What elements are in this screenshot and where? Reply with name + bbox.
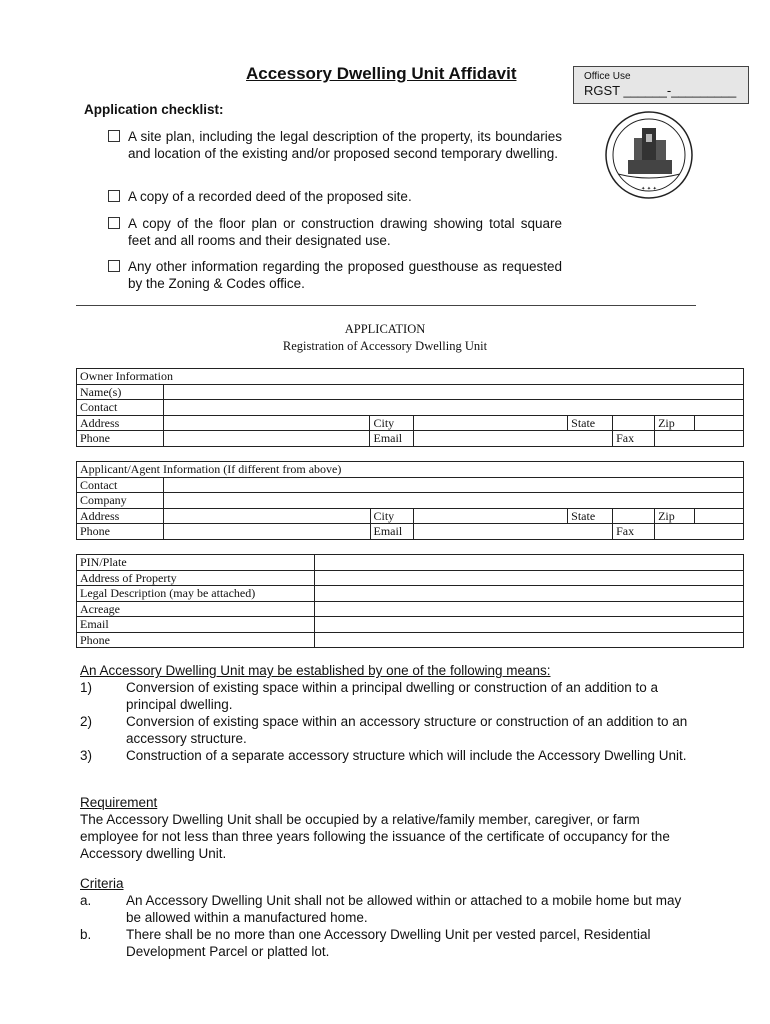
- page-title: Accessory Dwelling Unit Affidavit: [246, 64, 517, 83]
- agent-address-field[interactable]: [163, 508, 370, 524]
- requirement-heading: Requirement: [80, 795, 158, 810]
- list-item: [80, 713, 700, 747]
- office-use-box: [573, 66, 749, 104]
- list-item: [80, 679, 700, 713]
- property-address-label: Address of Property: [77, 570, 315, 586]
- agent-state-label: State: [568, 508, 613, 524]
- owner-city-field[interactable]: [414, 415, 568, 431]
- owner-address-label: Address: [77, 415, 164, 431]
- agent-section-label: Applicant/Agent Information (If different from above): [77, 462, 744, 478]
- registration-number: RGST ______-_________: [584, 83, 737, 98]
- requirement-section: [80, 794, 692, 862]
- checklist-item-floor-plan: [108, 215, 562, 249]
- agent-state-field[interactable]: [613, 508, 655, 524]
- owner-phone-label: Phone: [77, 431, 164, 447]
- owner-fax-field[interactable]: [655, 431, 744, 447]
- legal-description-field[interactable]: [314, 586, 743, 602]
- owner-info-table: [76, 368, 744, 447]
- agent-fax-field[interactable]: [655, 524, 744, 540]
- acreage-label: Acreage: [77, 601, 315, 617]
- agent-zip-field[interactable]: [695, 508, 744, 524]
- property-email-label: Email: [77, 617, 315, 633]
- checkbox[interactable]: [108, 190, 120, 202]
- checklist-item-text: Any other information regarding the proposed guesthouse as requested by the Zoning & Codes office.: [128, 259, 562, 291]
- criteria-section: [80, 875, 700, 960]
- checkbox[interactable]: [108, 260, 120, 272]
- legal-description-label: Legal Description (may be attached): [77, 586, 315, 602]
- agent-contact-field[interactable]: [163, 477, 743, 493]
- agent-email-label: Email: [370, 524, 414, 540]
- agent-contact-label: Contact: [77, 477, 164, 493]
- list-text: There shall be no more than one Accessory Dwelling Unit per vested parcel, Residential Development Parcel or platted lot.: [126, 927, 651, 959]
- owner-contact-field[interactable]: [163, 400, 743, 416]
- owner-email-label: Email: [370, 431, 414, 447]
- property-phone-label: Phone: [77, 632, 315, 648]
- owner-zip-label: Zip: [655, 415, 695, 431]
- owner-section-label: Owner Information: [77, 369, 744, 385]
- divider: [76, 305, 696, 306]
- criteria-heading: Criteria: [80, 876, 124, 891]
- property-address-field[interactable]: [314, 570, 743, 586]
- list-number: 1): [80, 680, 93, 695]
- pin-plate-label: PIN/Plate: [77, 555, 315, 571]
- agent-fax-label: Fax: [613, 524, 655, 540]
- owner-phone-field[interactable]: [163, 431, 370, 447]
- list-item: [80, 747, 700, 764]
- application-heading: APPLICATION: [344, 322, 426, 336]
- owner-address-field[interactable]: [163, 415, 370, 431]
- means-heading: An Accessory Dwelling Unit may be established by one of the following means:: [80, 663, 551, 678]
- property-phone-field[interactable]: [314, 632, 743, 648]
- owner-name-label: Name(s): [77, 384, 164, 400]
- list-text: An Accessory Dwelling Unit shall not be allowed within or attached to a mobile home but may be allowed within a manufactured home.: [126, 893, 682, 925]
- means-section: [80, 662, 700, 764]
- checkbox[interactable]: [108, 130, 120, 142]
- list-text: Conversion of existing space within an accessory structure or construction of an addition to an accessory structure.: [126, 714, 688, 746]
- owner-zip-field[interactable]: [695, 415, 744, 431]
- office-use-label: Office Use: [584, 71, 631, 82]
- agent-phone-field[interactable]: [163, 524, 370, 540]
- agent-zip-label: Zip: [655, 508, 695, 524]
- checklist-item-text: A copy of the floor plan or construction drawing showing total square feet and all rooms and their designated use.: [128, 216, 562, 248]
- agent-address-label: Address: [77, 508, 164, 524]
- requirement-text: The Accessory Dwelling Unit shall be occupied by a relative/family member, caregiver, or farm employee for not less than three years following the issuance of the certificate of occupancy for the Accessory dwelling Unit.: [80, 812, 670, 861]
- owner-email-field[interactable]: [414, 431, 613, 447]
- checklist-item-site-plan: [108, 128, 562, 162]
- list-text: Construction of a separate accessory structure which will include the Accessory Dwelling Unit.: [126, 748, 687, 763]
- checklist-title: Application checklist:: [84, 102, 224, 117]
- agent-phone-label: Phone: [77, 524, 164, 540]
- agent-company-field[interactable]: [163, 493, 743, 509]
- owner-name-field[interactable]: [163, 384, 743, 400]
- list-number: a.: [80, 893, 92, 908]
- agent-email-field[interactable]: [414, 524, 613, 540]
- list-item: [80, 926, 700, 960]
- acreage-field[interactable]: [314, 601, 743, 617]
- agent-city-field[interactable]: [414, 508, 568, 524]
- checklist-item-text: A copy of a recorded deed of the proposed site.: [128, 189, 412, 204]
- list-item: [80, 892, 700, 926]
- list-number: 2): [80, 714, 93, 729]
- owner-state-field[interactable]: [613, 415, 655, 431]
- agent-city-label: City: [370, 508, 414, 524]
- agent-info-table: [76, 461, 744, 540]
- list-number: b.: [80, 927, 92, 942]
- pin-plate-field[interactable]: [314, 555, 743, 571]
- property-email-field[interactable]: [314, 617, 743, 633]
- list-text: Conversion of existing space within a principal dwelling or construction of an addition to a principal dwelling.: [126, 680, 659, 712]
- checkbox[interactable]: [108, 217, 120, 229]
- checklist-item-other-info: [108, 258, 562, 292]
- checklist-item-deed: [108, 188, 562, 205]
- county-seal-image: [604, 110, 694, 200]
- svg-text:✦ ✦ ✦: ✦ ✦ ✦: [641, 186, 657, 192]
- list-number: 3): [80, 748, 93, 763]
- property-info-table: [76, 554, 744, 648]
- owner-state-label: State: [568, 415, 613, 431]
- checklist-item-text: A site plan, including the legal description of the property, its boundaries and location of the existing and/or proposed second temporary dwelling.: [128, 129, 562, 161]
- owner-contact-label: Contact: [77, 400, 164, 416]
- agent-company-label: Company: [77, 493, 164, 509]
- application-subheading: Registration of Accessory Dwelling Unit: [282, 339, 488, 353]
- owner-fax-label: Fax: [613, 431, 655, 447]
- owner-city-label: City: [370, 415, 414, 431]
